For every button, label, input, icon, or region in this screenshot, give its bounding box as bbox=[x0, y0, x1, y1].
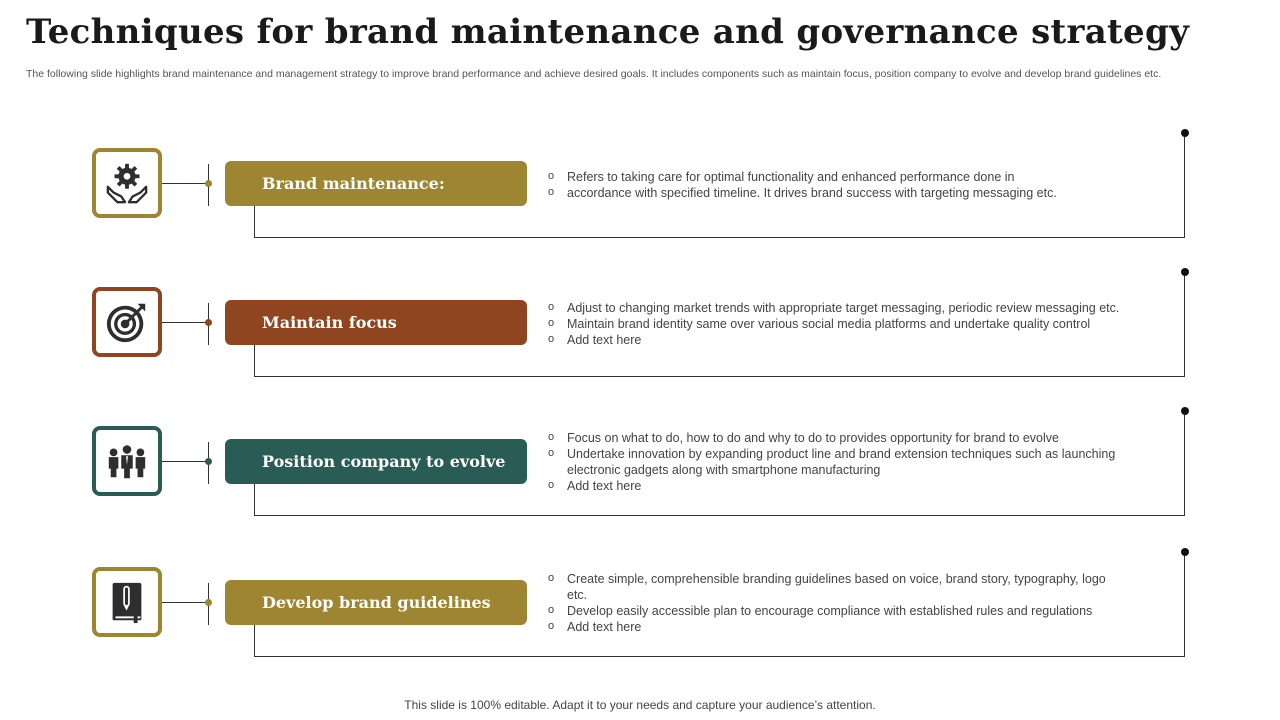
footer-note: This slide is 100% editable. Adapt it to your needs and capture your audience’s attention. bbox=[404, 698, 876, 712]
frame-right-line bbox=[1184, 272, 1185, 377]
strategy-label: Develop brand guidelines bbox=[225, 580, 527, 625]
bullet-item: o Adjust to changing market trends with appropriate target messaging, periodic review messaging etc. bbox=[548, 300, 1158, 316]
strategy-label: Position company to evolve bbox=[225, 439, 527, 484]
icon-frame bbox=[92, 567, 162, 637]
frame-bottom-line bbox=[254, 515, 1185, 516]
frame-bottom-line bbox=[254, 656, 1185, 657]
connector-dot bbox=[205, 599, 212, 606]
gear-hands-icon bbox=[104, 160, 150, 206]
bullet-list bbox=[548, 169, 1158, 201]
bullet-item: o Refers to taking care for optimal functionality and enhanced performance done in bbox=[548, 169, 1158, 185]
frame-right-line bbox=[1184, 411, 1185, 516]
bullet-list bbox=[548, 300, 1158, 348]
strategy-row-develop-guidelines bbox=[0, 550, 1280, 680]
strategy-row-maintain-focus bbox=[0, 270, 1280, 400]
strategy-row-position-company bbox=[0, 409, 1280, 539]
frame-left-line bbox=[254, 345, 255, 377]
connector-line bbox=[162, 602, 208, 603]
team-icon bbox=[104, 438, 150, 484]
frame-right-line bbox=[1184, 552, 1185, 657]
strategy-label: Brand maintenance: bbox=[225, 161, 527, 206]
icon-frame bbox=[92, 148, 162, 218]
page-title: Techniques for brand maintenance and governance strategy bbox=[26, 12, 1190, 52]
icon-frame bbox=[92, 426, 162, 496]
frame-left-line bbox=[254, 206, 255, 238]
connector-dot bbox=[205, 458, 212, 465]
frame-end-dot bbox=[1181, 268, 1189, 276]
frame-left-line bbox=[254, 625, 255, 657]
guide-book-icon bbox=[104, 579, 150, 625]
connector-dot bbox=[205, 180, 212, 187]
bullet-list bbox=[548, 430, 1148, 494]
bullet-item: o Create simple, comprehensible branding guidelines based on voice, brand story, typography, logo etc. bbox=[548, 571, 1123, 603]
bullet-list bbox=[548, 571, 1123, 635]
bullet-item: o Add text here bbox=[548, 619, 1123, 635]
frame-right-line bbox=[1184, 133, 1185, 238]
bullet-item: o Undertake innovation by expanding product line and brand extension techniques such as launching electronic gadgets along with smartphone manufacturing bbox=[548, 446, 1148, 478]
strategy-row-brand-maintenance bbox=[0, 131, 1280, 261]
page-subtitle: The following slide highlights brand maintenance and management strategy to improve brand performance and achieve desired goals. It includes components such as maintain focus, position company to evolve and develop brand guidelines etc. bbox=[26, 68, 1162, 80]
frame-end-dot bbox=[1181, 407, 1189, 415]
target-icon bbox=[104, 299, 150, 345]
connector-line bbox=[162, 183, 208, 184]
connector-line bbox=[162, 322, 208, 323]
connector-dot bbox=[205, 319, 212, 326]
bullet-item: o Focus on what to do, how to do and why to do to provides opportunity for brand to evolve bbox=[548, 430, 1148, 446]
bullet-item: o Develop easily accessible plan to encourage compliance with established rules and regulations bbox=[548, 603, 1123, 619]
frame-bottom-line bbox=[254, 376, 1185, 377]
frame-left-line bbox=[254, 484, 255, 516]
frame-end-dot bbox=[1181, 129, 1189, 137]
frame-bottom-line bbox=[254, 237, 1185, 238]
connector-line bbox=[162, 461, 208, 462]
bullet-item: o accordance with specified timeline. It drives brand success with targeting messaging etc. bbox=[548, 185, 1158, 201]
bullet-item: o Add text here bbox=[548, 478, 1148, 494]
frame-end-dot bbox=[1181, 548, 1189, 556]
strategy-label: Maintain focus bbox=[225, 300, 527, 345]
bullet-item: o Add text here bbox=[548, 332, 1158, 348]
icon-frame bbox=[92, 287, 162, 357]
bullet-item: o Maintain brand identity same over various social media platforms and undertake quality control bbox=[548, 316, 1158, 332]
